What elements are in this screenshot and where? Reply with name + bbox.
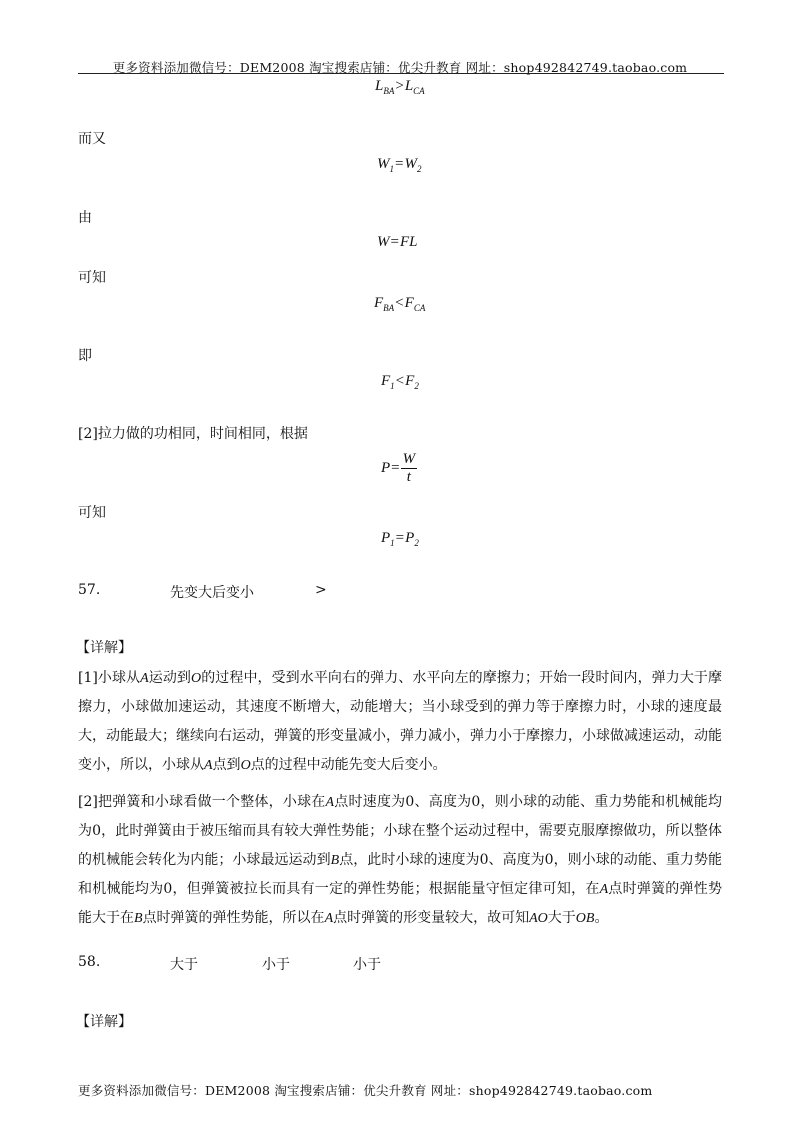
text-run: 大于 xyxy=(547,910,576,926)
equation-w-eq-fl xyxy=(377,234,417,251)
eq-symbol: P xyxy=(381,459,391,476)
text-run: 的过程中，受到水平向右的弹力、水平向左的摩擦力；开始一段时间内，弹力大于摩擦力，小球做加速运动，其速度不断增大，动能增大；当小球受到的弹力等于摩擦力时，小球的速度最大，动能最大；继续向右运动，弹簧的形变量减小，弹力减小，弹力小于摩擦力，小球做减速运动，动能变小，所以，小球从 xyxy=(78,670,722,773)
eq-relation: = xyxy=(390,234,399,250)
eq-symbol: F xyxy=(405,373,415,389)
eq-subscript: 2 xyxy=(414,538,419,548)
fraction xyxy=(401,451,418,486)
eq-relation: < xyxy=(395,373,405,389)
q57-answer-1: 先变大后变小 xyxy=(170,585,254,601)
segment-label: OB xyxy=(575,911,595,926)
text-run: 点时弹簧的弹性势能，所以在 xyxy=(142,910,325,926)
equation-w1-eq-w2 xyxy=(377,156,421,174)
eq-symbol: FL xyxy=(399,234,418,250)
eq-subscript: 2 xyxy=(416,164,422,174)
eq-symbol: W xyxy=(404,156,417,172)
point-label: A xyxy=(140,671,149,686)
text-run: 点时弹簧的弹性势能大于在 xyxy=(78,881,723,926)
eq-symbol: L xyxy=(375,78,384,94)
eq-symbol: W xyxy=(377,156,390,172)
point-label: O xyxy=(240,758,251,773)
word-you: 由 xyxy=(78,210,92,226)
detail-label-2: 【详解】 xyxy=(76,1014,132,1030)
text-run: 运动到 xyxy=(148,670,192,686)
eq-subscript: CA xyxy=(413,303,426,313)
eq-subscript: CA xyxy=(413,86,425,96)
text-run: 。 xyxy=(594,910,609,926)
word-er-you: 而又 xyxy=(78,131,106,147)
eq-symbol: P xyxy=(381,530,391,546)
word-kezhi-2: 可知 xyxy=(78,505,106,521)
segment-label: AO xyxy=(529,911,548,926)
eq-symbol: W xyxy=(377,234,390,250)
equation-f1-lt-f2 xyxy=(381,373,419,391)
eq-symbol: F xyxy=(381,373,391,389)
eq-symbol: F xyxy=(404,295,414,311)
q57-detail-paragraph-1 xyxy=(78,664,722,780)
point-label: B xyxy=(134,911,143,926)
page-footer: 更多资料添加微信号：DEM2008 淘宝搜索店铺：优尖升教育 网址：shop492842749.taobao.com xyxy=(78,1083,653,1098)
point-label: O xyxy=(191,671,202,686)
text-run: 点到 xyxy=(212,757,241,773)
text-run: 点的过程中动能先变大后变小。 xyxy=(250,757,447,773)
word-ji: 即 xyxy=(78,348,92,364)
eq-subscript: 1 xyxy=(390,538,395,548)
point-label: A xyxy=(324,911,334,926)
word-kezhi-1: 可知 xyxy=(78,270,106,286)
page-header: 更多资料添加微信号：DEM2008 淘宝搜索店铺：优尖升教育 网址：shop492842749.taobao.com xyxy=(112,60,688,75)
eq-subscript: 1 xyxy=(390,381,395,391)
point-label: B xyxy=(330,853,340,868)
text-run: 点，此时小球的速度为0、高度为0，则小球的动能、重力势能和机械能均为0，但弹簧被拉长而具有一定的弹性势能；根据能量守恒定律可知，在 xyxy=(78,852,722,897)
eq-subscript: 2 xyxy=(414,381,419,391)
text-run: [2]把弹簧和小球看做一个整体，小球在 xyxy=(78,794,326,810)
eq-subscript: BA xyxy=(383,303,395,313)
header-rule xyxy=(78,73,724,74)
point-label: A xyxy=(599,882,609,897)
eq-subscript: 1 xyxy=(389,164,394,174)
eq-symbol: F xyxy=(374,295,384,311)
q58-answer-3: 小于 xyxy=(353,957,381,973)
equation-l-ba-gt-l-ca xyxy=(375,78,425,96)
eq-relation: = xyxy=(395,530,405,546)
eq-relation: = xyxy=(391,459,400,476)
text-run: [1]小球从 xyxy=(78,670,141,686)
point-label: A xyxy=(325,795,335,810)
eq-subscript: BA xyxy=(383,86,395,96)
text-run: 点时速度为0、高度为0，则小球的动能、重力势能和机械能均为0，此时弹簧由于被压缩而具有较大弹性势能；小球在整个运动过程中，需要克服摩擦做功，所以整体的机械能会转化为内能；小球最远运动到 xyxy=(78,794,722,868)
eq-symbol: L xyxy=(404,78,414,94)
eq-relation: = xyxy=(395,156,404,172)
fraction-denominator: t xyxy=(406,469,411,485)
point-label: A xyxy=(204,758,213,773)
equation-f-ba-lt-f-ca xyxy=(374,295,425,313)
question-number-58: 58. xyxy=(78,954,101,970)
q58-answer-1: 大于 xyxy=(170,957,198,973)
fraction-numerator: W xyxy=(402,451,416,467)
text-run: 点时弹簧的形变量较大，故可知 xyxy=(333,910,530,926)
q57-answer-2: > xyxy=(315,582,327,598)
detail-label: 【详解】 xyxy=(76,640,132,656)
q57-detail-paragraph-2 xyxy=(78,788,722,933)
equation-p1-eq-p2 xyxy=(381,530,419,548)
eq-symbol: P xyxy=(405,530,415,546)
reasoning-line-2: [2]拉力做的功相同，时间相同，根据 xyxy=(78,426,308,442)
question-number-57: 57. xyxy=(78,582,101,598)
eq-relation: < xyxy=(395,295,404,311)
eq-relation: > xyxy=(395,78,404,94)
equation-p-eq-w-over-t xyxy=(381,451,417,486)
q58-answer-2: 小于 xyxy=(262,957,290,973)
